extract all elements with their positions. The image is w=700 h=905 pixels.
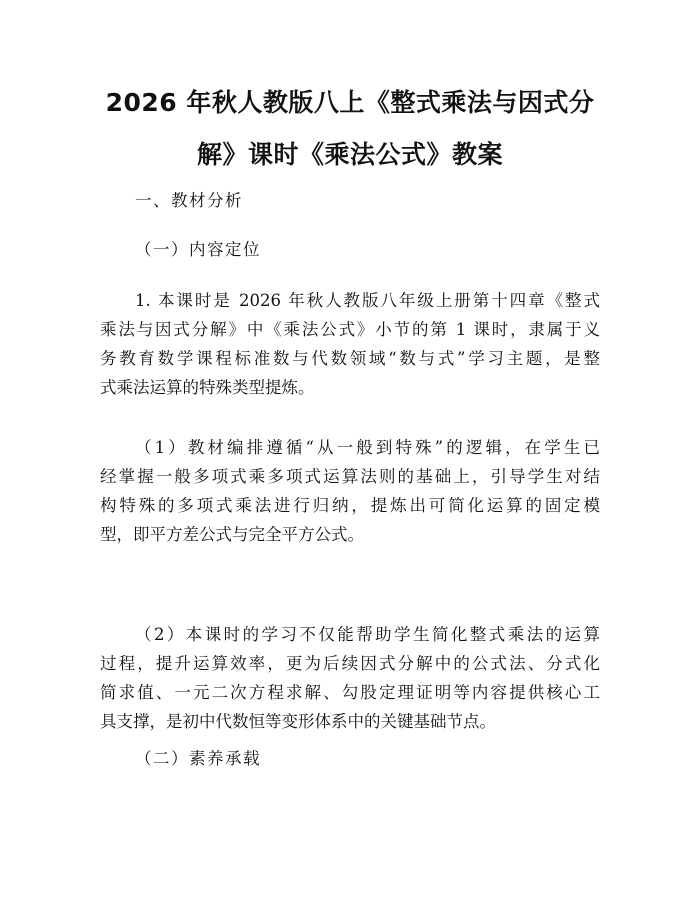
paragraph-lesson-overview [100, 286, 600, 402]
document-title-line-2: 解》课时《乘法公式》教案 [196, 140, 503, 169]
paragraph-line: 乘法与因式分解》中《乘法公式》小节的第 1 课时，隶属于义 [100, 320, 600, 339]
paragraph-line: （2）本课时的学习不仅能帮助学生简化整式乘法的运算 [135, 625, 600, 644]
paragraph-line: 1. 本课时是 2026 年秋人教版八年级上册第十四章《整式 [135, 291, 600, 310]
paragraph-line: 构特殊的多项式乘法进行归纳，提炼出可简化运算的固定模 [100, 496, 600, 515]
paragraph-line: 过程，提升运算效率，更为后续因式分解中的公式法、分式化 [100, 654, 600, 673]
section-heading-textbook-analysis: 一、教材分析 [135, 191, 243, 210]
paragraph-line: 具支撑，是初中代数恒等变形体系中的关键基础节点。 [100, 712, 496, 731]
paragraph-textbook-arrangement [100, 433, 600, 549]
paragraph-line: 型，即平方差公式与完全平方公式。 [100, 525, 364, 544]
subsection-heading-competency: （二）素养承载 [135, 749, 261, 768]
paragraph-learning-significance [100, 620, 600, 736]
paragraph-line: （1）教材编排遵循“从一般到特殊”的逻辑，在学生已 [135, 438, 600, 457]
paragraph-line: 经掌握一般多项式乘多项式运算法则的基础上，引导学生对结 [100, 467, 600, 486]
paragraph-line: 式乘法运算的特殊类型提炼。 [100, 378, 315, 397]
paragraph-line: 简求值、一元二次方程求解、勾股定理证明等内容提供核心工 [100, 683, 600, 702]
paragraph-line: 务教育数学课程标准数与代数领域“数与式”学习主题，是整 [100, 349, 600, 368]
document-title-line-1: 2026 年秋人教版八上《整式乘法与因式分 [105, 88, 595, 117]
subsection-heading-content-positioning: （一）内容定位 [135, 240, 261, 259]
